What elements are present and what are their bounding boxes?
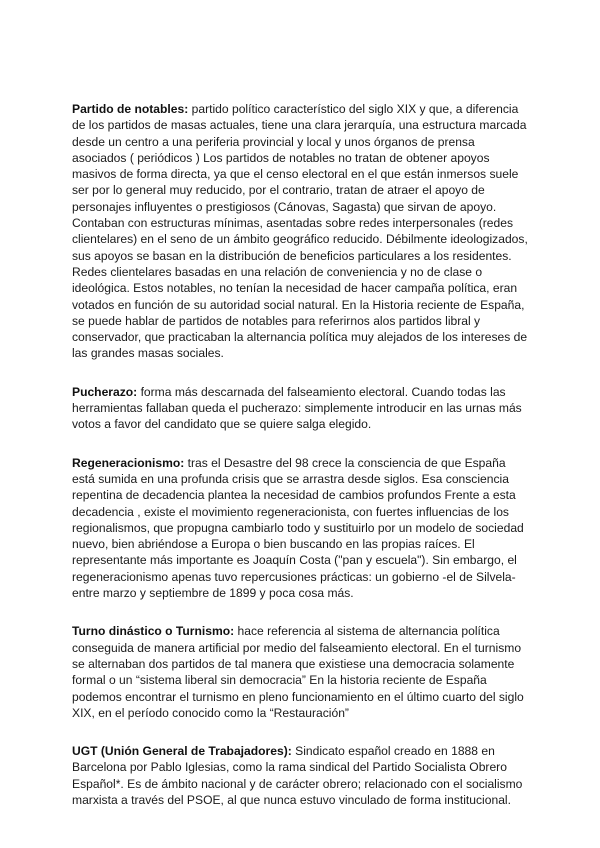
glossary-entry-ugt [72, 743, 530, 808]
glossary-definition: partido político característico del siglo XIX y que, a diferencia de los partidos de masas actuales, tiene una clara jerarquía, una estructura marcada desde un centro a una periferia provincial y local y unos órganos de prensa asociados ( periódicos ) Los partidos de notables no tratan de obtener apoyos masivos de forma directa, ya que el censo electoral en el que están inmersos suele ser por lo general muy reducido, por el contrario, tratan de atraer el apoyo de personajes influyentes o prestigiosos (Cánovas, Sagasta) que sirvan de apoyo. Contaban con estructuras mínimas, asentadas sobre redes interpersonales (redes clientelares) en el seno de un ámbito geográfico reducido. Débilmente ideologizados, sus apoyos se basan en la distribución de beneficios particulares a los residentes. Redes clientelares basadas en una relación de conveniencia y no de clase o ideológica. Estos notables, no tenían la necesidad de hacer campaña política, eran votados en función de su autoridad social natural. En la Historia reciente de España, se puede hablar de partidos de notables para referirnos alos partidos libral y conservador, que practicaban la alternancia política muy alejados de los intereses de las grandes masas sociales. [72, 102, 528, 361]
glossary-term: Turno dinástico o Turnismo: [72, 624, 235, 639]
glossary-term: Regeneracionismo: [72, 455, 185, 470]
glossary-entry-turnismo [72, 623, 530, 721]
glossary-entry-regeneracionismo [72, 455, 530, 602]
glossary-definition: forma más descarnada del falseamiento electoral. Cuando todas las herramientas fallaban queda el pucherazo: simplemente introducir en las urnas más votos a favor del candidato que se quiere salga elegido. [72, 384, 522, 432]
glossary-definition: tras el Desastre del 98 crece la consciencia de que España está sumida en una profunda crisis que se arrastra desde siglos. Esa consciencia repentina de decadencia plantea la necesidad de cambios profundos Frente a esta decadencia , existe el movimiento regeneracionista, con fuertes influencias de los regionalismos, que propugna cambiarlo todo y sustituirlo por un modelo de sociedad nuevo, bien abriéndose a Europa o bien buscando en las propias raíces. El representante más importante es Joaquín Costa ("pan y escuela"). Sin embargo, el regeneracionismo apenas tuvo repercusiones prácticas: un gobierno -el de Silvela- entre marzo y septiembre de 1899 y poca cosa más. [72, 455, 524, 601]
glossary-term: Pucherazo: [72, 384, 138, 399]
glossary-term: UGT (Unión General de Trabajadores): [72, 744, 292, 759]
glossary-term: Partido de notables: [72, 102, 189, 116]
glossary-entry-pucherazo [72, 384, 530, 433]
glossary-definition: Sindicato español creado en 1888 en Barcelona por Pablo Iglesias, como la rama sindical del Partido Socialista Obrero Español*. Es de ámbito nacional y de carácter obrero; relacionado con el socialismo marxista a través del PSOE, al que nunca estuvo vinculado de forma institucional. [72, 744, 523, 807]
glossary-definition: hace referencia al sistema de alternancia política conseguida de manera artificial por medio del falseamiento electoral. En el turnismo se alternaban dos partidos de tal manera que existiese una democracia solamente formal o un “sistema liberal sin democracia” En la historia reciente de España podemos encontrar el turnismo en pleno funcionamiento en el último cuarto del siglo XIX, en el período conocido como la “Restauración” [72, 624, 524, 720]
document-page [72, 101, 530, 830]
glossary-entry-partido-de-notables [72, 101, 530, 362]
